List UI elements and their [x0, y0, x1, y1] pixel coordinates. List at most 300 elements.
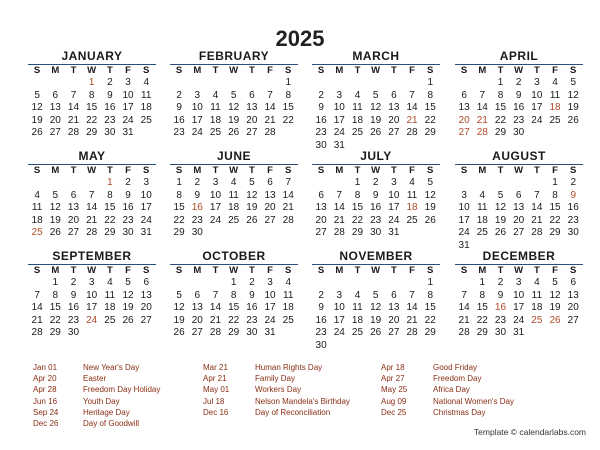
holiday-row	[33, 418, 140, 429]
day-number: 9	[318, 302, 324, 313]
empty-cell	[528, 177, 546, 190]
day-number: 23	[494, 314, 507, 326]
day-number: 1	[176, 177, 182, 188]
day-number: 10	[333, 102, 345, 113]
day-number: 27	[567, 314, 579, 326]
day-number: 23	[173, 127, 185, 138]
day-number: 2	[318, 89, 324, 101]
weekday-header: W	[229, 165, 239, 176]
day-number: 13	[458, 102, 470, 113]
day-number: 22	[424, 114, 436, 126]
day-number: 8	[497, 89, 504, 101]
day-number: 10	[388, 189, 400, 201]
day-number: 31	[122, 127, 134, 138]
day-number: 8	[230, 289, 237, 301]
day-number: 10	[264, 289, 276, 301]
day-number: 16	[246, 302, 258, 313]
day-number: 19	[31, 114, 43, 126]
day-number: 1	[427, 77, 433, 88]
empty-cell	[312, 77, 330, 90]
day-number: 26	[567, 114, 579, 126]
holiday-day: 20	[458, 114, 470, 126]
day-number: 29	[351, 227, 364, 238]
day-number: 7	[88, 189, 95, 201]
day-number: 16	[315, 314, 327, 326]
weekday-header: F	[552, 265, 558, 276]
holiday-date: Sep 24	[33, 407, 59, 417]
day-number: 8	[427, 289, 433, 301]
holiday-name: Africa Day	[433, 385, 470, 395]
day-number: 29	[424, 127, 436, 138]
day-number: 11	[210, 102, 221, 113]
day-number: 19	[370, 114, 382, 126]
day-number: 2	[70, 277, 77, 288]
day-number: 5	[372, 289, 379, 301]
day-number: 23	[315, 127, 327, 138]
day-number: 2	[318, 289, 324, 301]
day-number: 29	[49, 327, 61, 338]
day-number: 13	[513, 202, 525, 213]
day-number: 21	[67, 114, 80, 126]
day-number: 23	[567, 214, 579, 226]
day-number: 7	[461, 289, 467, 301]
day-number: 19	[424, 202, 436, 213]
empty-cell	[330, 77, 348, 90]
day-number: 11	[549, 89, 561, 101]
day-grid	[170, 65, 298, 140]
day-number: 14	[209, 302, 222, 313]
day-number: 26	[228, 127, 240, 138]
day-number: 30	[494, 327, 507, 338]
day-number: 4	[230, 177, 237, 188]
weekday-header: T	[354, 165, 361, 176]
day-number: 6	[515, 189, 522, 201]
holiday-date: Dec 26	[33, 418, 59, 428]
day-number: 5	[176, 289, 182, 301]
day-number: 24	[333, 327, 345, 338]
day-number: 19	[549, 302, 561, 313]
month-january	[28, 50, 156, 140]
day-number: 8	[176, 189, 182, 201]
month-name: JANUARY	[61, 49, 123, 63]
holiday-day: 27	[458, 127, 470, 138]
day-number: 17	[86, 302, 98, 313]
day-number: 1	[479, 277, 486, 288]
holiday-day: 21	[476, 114, 488, 126]
day-number: 14	[458, 302, 470, 313]
day-number: 8	[285, 89, 291, 101]
day-number: 12	[228, 102, 240, 113]
day-number: 17	[333, 114, 345, 126]
day-number: 22	[173, 214, 185, 226]
holiday-day: 16	[494, 302, 507, 313]
day-number: 27	[388, 127, 400, 138]
weekday-header: T	[354, 265, 361, 276]
day-number: 17	[531, 102, 543, 113]
day-number: 6	[318, 189, 324, 201]
day-number: 26	[424, 214, 436, 226]
weekday-header: S	[317, 265, 325, 276]
weekday-header: F	[125, 65, 131, 76]
day-number: 30	[122, 227, 134, 238]
weekday-header: W	[87, 65, 97, 76]
empty-cell	[46, 177, 64, 190]
empty-cell	[367, 77, 385, 90]
day-number: 15	[424, 102, 436, 113]
day-number: 1	[52, 277, 59, 288]
holiday-name: Youth Day	[83, 396, 120, 406]
weekday-header: S	[143, 265, 150, 276]
day-number: 31	[458, 239, 470, 251]
day-number: 12	[370, 102, 382, 113]
day-number: 21	[209, 314, 222, 326]
day-number: 20	[67, 214, 80, 226]
empty-cell	[510, 177, 528, 190]
weekday-header: T	[70, 265, 77, 276]
day-number: 1	[427, 277, 433, 288]
weekday-header: S	[33, 165, 41, 176]
weekday-header: W	[87, 265, 97, 276]
day-number: 11	[352, 302, 363, 313]
holiday-row	[381, 373, 482, 384]
day-number: 1	[354, 177, 361, 188]
weekday-header: S	[33, 65, 41, 76]
day-number: 12	[173, 302, 185, 313]
day-number: 29	[228, 327, 240, 338]
day-number: 27	[513, 227, 525, 238]
day-number: 22	[549, 214, 561, 226]
weekday-header: F	[125, 165, 131, 176]
day-number: 2	[497, 277, 504, 288]
empty-cell	[455, 177, 473, 190]
month-april	[455, 50, 583, 140]
day-number: 16	[173, 114, 185, 126]
weekday-header: S	[570, 265, 577, 276]
weekday-header: T	[390, 165, 397, 176]
empty-cell	[330, 177, 348, 190]
day-number: 5	[552, 277, 558, 288]
day-number: 24	[513, 314, 525, 326]
day-number: 15	[494, 102, 507, 113]
day-number: 24	[209, 214, 222, 226]
weekday-header: W	[371, 265, 381, 276]
day-number: 18	[209, 114, 222, 126]
day-number: 5	[372, 89, 379, 101]
day-number: 1	[285, 77, 291, 88]
month-june	[170, 150, 298, 240]
day-number: 10	[333, 302, 345, 313]
day-number: 14	[282, 189, 294, 201]
month-name: NOVEMBER	[339, 249, 413, 263]
day-number: 29	[494, 127, 507, 138]
day-number: 22	[282, 114, 294, 126]
day-number: 24	[264, 314, 276, 326]
weekday-header: S	[317, 65, 325, 76]
day-number: 10	[140, 189, 152, 201]
day-number: 17	[458, 214, 470, 226]
weekday-header: S	[143, 165, 150, 176]
month-name: JUNE	[216, 149, 251, 163]
day-number: 2	[194, 177, 201, 188]
day-number: 10	[531, 89, 543, 101]
holiday-row	[203, 396, 350, 407]
day-number: 28	[209, 327, 222, 338]
day-number: 10	[209, 189, 222, 201]
weekday-header: S	[317, 165, 325, 176]
day-number: 15	[549, 202, 561, 213]
day-number: 24	[191, 127, 203, 138]
day-number: 16	[370, 202, 382, 213]
day-number: 23	[370, 214, 382, 226]
day-number: 15	[424, 302, 436, 313]
day-number: 25	[140, 114, 152, 126]
day-number: 31	[513, 327, 525, 338]
day-number: 6	[570, 277, 576, 288]
empty-cell	[348, 277, 366, 290]
day-number: 3	[336, 289, 343, 301]
holiday-name: Nelson Mandela's Birthday	[255, 396, 350, 406]
day-number: 20	[388, 114, 400, 126]
empty-cell	[330, 277, 348, 290]
empty-cell	[188, 77, 206, 90]
day-number: 7	[212, 289, 219, 301]
empty-cell	[455, 77, 473, 90]
day-number: 15	[351, 202, 364, 213]
weekday-header: T	[248, 165, 255, 176]
day-number: 25	[282, 314, 294, 326]
day-number: 14	[264, 102, 276, 113]
weekday-header: T	[533, 165, 540, 176]
day-number: 14	[333, 202, 345, 213]
day-number: 26	[173, 327, 185, 338]
weekday-header: M	[51, 165, 60, 176]
day-number: 11	[283, 289, 294, 301]
holiday-column	[33, 362, 161, 429]
weekday-header: M	[193, 265, 202, 276]
weekday-header: T	[106, 165, 113, 176]
holiday-day: 18	[549, 102, 561, 113]
month-september	[28, 250, 156, 340]
day-grid	[455, 165, 583, 252]
weekday-header: M	[193, 165, 202, 176]
day-number: 9	[176, 102, 182, 113]
day-number: 8	[552, 189, 558, 201]
weekday-header: M	[335, 65, 344, 76]
day-number: 2	[515, 77, 522, 88]
day-number: 22	[351, 214, 364, 226]
day-number: 2	[570, 177, 576, 188]
weekday-header: F	[409, 165, 415, 176]
day-number: 24	[333, 127, 345, 138]
month-may	[28, 150, 156, 240]
day-number: 9	[194, 189, 201, 201]
day-number: 4	[409, 177, 415, 188]
day-number: 14	[86, 202, 98, 213]
day-number: 14	[531, 202, 543, 213]
weekday-header: F	[409, 65, 415, 76]
empty-cell	[312, 277, 330, 290]
day-number: 3	[336, 89, 343, 101]
holiday-day: 26	[549, 314, 561, 326]
day-number: 5	[125, 277, 131, 288]
day-number: 24	[122, 114, 134, 126]
day-number: 20	[49, 114, 61, 126]
month-name: SEPTEMBER	[52, 249, 132, 263]
day-number: 18	[531, 302, 543, 313]
month-november	[312, 250, 440, 352]
day-number: 29	[173, 227, 185, 238]
day-number: 8	[479, 289, 486, 301]
weekday-header: S	[33, 265, 41, 276]
day-number: 11	[228, 189, 239, 201]
month-name: MARCH	[352, 49, 400, 63]
holiday-row	[203, 362, 323, 373]
day-number: 8	[107, 189, 113, 201]
holiday-name: Day of Goodwill	[83, 418, 140, 428]
day-number: 22	[104, 214, 116, 226]
day-number: 24	[140, 214, 152, 226]
holiday-row	[203, 384, 302, 395]
day-number: 21	[86, 214, 98, 226]
day-number: 21	[264, 114, 276, 126]
day-number: 28	[67, 127, 80, 138]
day-number: 14	[31, 302, 43, 313]
year-title: 2025	[275, 26, 325, 51]
day-number: 11	[141, 89, 152, 101]
holiday-date: Jan 01	[33, 363, 58, 372]
weekday-header: T	[70, 65, 77, 76]
day-number: 18	[351, 314, 364, 326]
month-february	[170, 50, 298, 140]
day-number: 30	[104, 127, 116, 138]
weekday-header: M	[478, 165, 487, 176]
weekday-header: S	[460, 65, 468, 76]
holiday-column	[381, 362, 514, 418]
holiday-name: Freedom Day	[433, 374, 482, 384]
day-number: 23	[191, 214, 203, 226]
day-number: 3	[515, 277, 522, 288]
holiday-day: 28	[476, 127, 488, 138]
day-number: 30	[370, 227, 382, 238]
day-number: 6	[249, 89, 255, 101]
day-number: 25	[406, 214, 418, 226]
day-number: 28	[31, 327, 43, 338]
day-number: 23	[67, 314, 80, 326]
weekday-header: S	[570, 165, 577, 176]
month-name: FEBRUARY	[198, 49, 270, 63]
day-number: 9	[70, 289, 77, 301]
weekday-header: W	[514, 65, 524, 76]
day-number: 20	[191, 314, 203, 326]
holiday-row	[381, 396, 514, 407]
day-number: 20	[264, 202, 276, 213]
day-number: 18	[228, 202, 240, 213]
weekday-header: F	[267, 165, 273, 176]
day-number: 27	[191, 327, 203, 338]
day-number: 13	[388, 302, 400, 313]
weekday-header: T	[70, 165, 77, 176]
day-number: 21	[282, 202, 294, 213]
day-number: 20	[140, 302, 152, 313]
day-number: 17	[191, 114, 203, 126]
day-grid	[170, 265, 298, 340]
month-name: DECEMBER	[482, 249, 556, 263]
day-number: 7	[336, 189, 343, 201]
day-number: 17	[333, 314, 345, 326]
holiday-name: Day of Reconciliation	[255, 407, 331, 417]
day-number: 4	[552, 77, 558, 88]
day-number: 24	[531, 114, 543, 126]
weekday-header: W	[514, 265, 524, 276]
day-number: 3	[461, 189, 467, 201]
day-number: 20	[388, 314, 400, 326]
day-number: 11	[352, 102, 363, 113]
day-number: 3	[194, 89, 201, 101]
weekday-header: S	[285, 265, 292, 276]
day-number: 7	[285, 177, 291, 188]
weekday-header: T	[497, 165, 504, 176]
day-number: 19	[173, 314, 185, 326]
empty-cell	[64, 177, 82, 190]
empty-cell	[403, 277, 421, 290]
day-number: 17	[140, 202, 152, 213]
day-number: 6	[391, 289, 397, 301]
day-number: 23	[315, 327, 327, 338]
weekday-header: T	[106, 265, 113, 276]
day-number: 4	[143, 77, 149, 88]
weekday-header: T	[212, 65, 219, 76]
empty-cell	[385, 77, 403, 90]
empty-cell	[170, 77, 188, 90]
holiday-row	[33, 396, 120, 407]
day-number: 26	[122, 314, 134, 326]
day-number: 22	[476, 314, 488, 326]
empty-cell	[188, 277, 206, 290]
day-number: 19	[494, 214, 507, 226]
empty-cell	[83, 177, 101, 190]
holiday-date: Apr 28	[33, 385, 57, 395]
weekday-header: M	[478, 265, 487, 276]
day-number: 9	[107, 89, 113, 101]
day-number: 20	[246, 114, 258, 126]
weekday-header: T	[212, 165, 219, 176]
day-number: 12	[246, 189, 258, 201]
day-number: 3	[212, 177, 219, 188]
weekday-header: M	[335, 165, 344, 176]
day-number: 20	[315, 214, 327, 226]
day-number: 11	[31, 202, 43, 213]
day-number: 31	[140, 227, 152, 238]
empty-cell	[312, 177, 330, 190]
day-number: 1	[497, 77, 504, 88]
empty-cell	[455, 277, 473, 290]
day-number: 27	[264, 214, 276, 226]
weekday-header: S	[285, 65, 292, 76]
day-number: 8	[88, 89, 95, 101]
holiday-date: Apr 20	[33, 374, 57, 384]
day-number: 19	[567, 102, 579, 113]
day-number: 27	[140, 314, 152, 326]
day-number: 18	[351, 114, 364, 126]
day-number: 25	[549, 114, 561, 126]
day-number: 24	[388, 214, 400, 226]
month-december	[455, 250, 583, 340]
credit-text: Template © calendarlabs.com	[473, 427, 586, 437]
day-number: 17	[122, 102, 134, 113]
day-number: 13	[49, 102, 61, 113]
day-number: 10	[86, 289, 98, 301]
weekday-header: F	[125, 265, 131, 276]
